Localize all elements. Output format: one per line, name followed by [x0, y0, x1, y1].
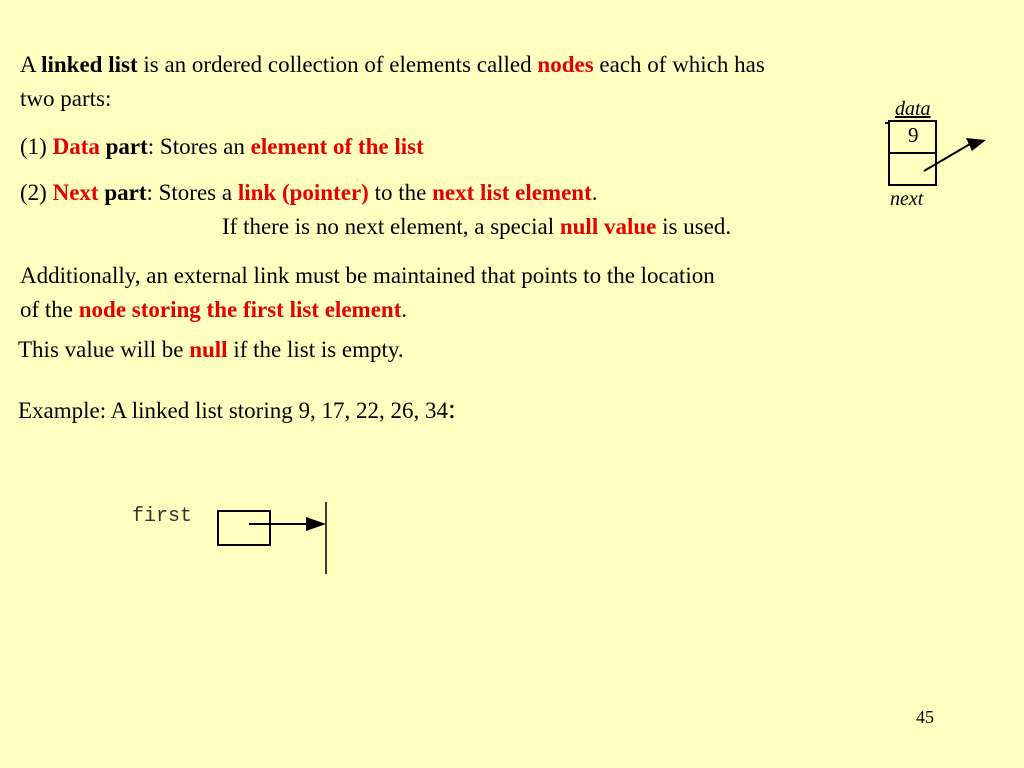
additional-line-1: Additionally, an external link must be maintained that points to the location: [20, 263, 715, 288]
intro-end: each of which has: [593, 52, 765, 77]
empty-a: This value will be: [18, 337, 190, 362]
part2-dot: .: [591, 180, 598, 205]
part2-num: (2): [20, 180, 53, 205]
node-first-term: node storing the first list element: [78, 297, 402, 322]
part2-line2-b: is used.: [656, 214, 732, 239]
node-value: 9: [908, 123, 919, 147]
intro-line-2: two parts:: [20, 86, 112, 111]
example-text: Example: A linked list storing 9, 17, 22, 26, 34: [18, 398, 448, 423]
first-pointer-arrowhead: [306, 517, 326, 531]
null-value-term: null value: [559, 214, 657, 239]
null-term: null: [189, 337, 228, 362]
empty-b: if the list is empty.: [227, 337, 404, 362]
part1-num: (1): [20, 134, 53, 159]
part1-colon: : Stores an: [147, 134, 251, 159]
example-colon: :: [447, 394, 456, 425]
part2-line2-a: If there is no next element, a special: [222, 214, 560, 239]
page-number: 45: [916, 707, 934, 727]
first-label: first: [132, 505, 193, 528]
additional-line2-b: .: [401, 297, 408, 322]
data-label: data: [895, 98, 931, 120]
linked-list-term: linked list: [41, 52, 138, 77]
next-term: Next: [52, 180, 99, 205]
element-term: element of the list: [250, 134, 424, 159]
intro-a: A: [20, 52, 42, 77]
next-pointer-arrowhead: [966, 138, 986, 151]
part1-part: part: [99, 134, 148, 159]
next-element-term: next list element: [432, 180, 592, 205]
intro-mid: is an ordered collection of elements called: [137, 52, 538, 77]
link-term: link (pointer): [237, 180, 369, 205]
part2-colon: : Stores a: [146, 180, 238, 205]
next-label: next: [890, 188, 924, 210]
additional-line2-a: of the: [20, 297, 79, 322]
part2-to: to the: [368, 180, 433, 205]
data-term: Data: [52, 134, 100, 159]
first-pointer-box: [218, 511, 270, 545]
next-pointer-line: [924, 144, 970, 171]
nodes-term: nodes: [537, 52, 594, 77]
part2-part: part: [98, 180, 147, 205]
